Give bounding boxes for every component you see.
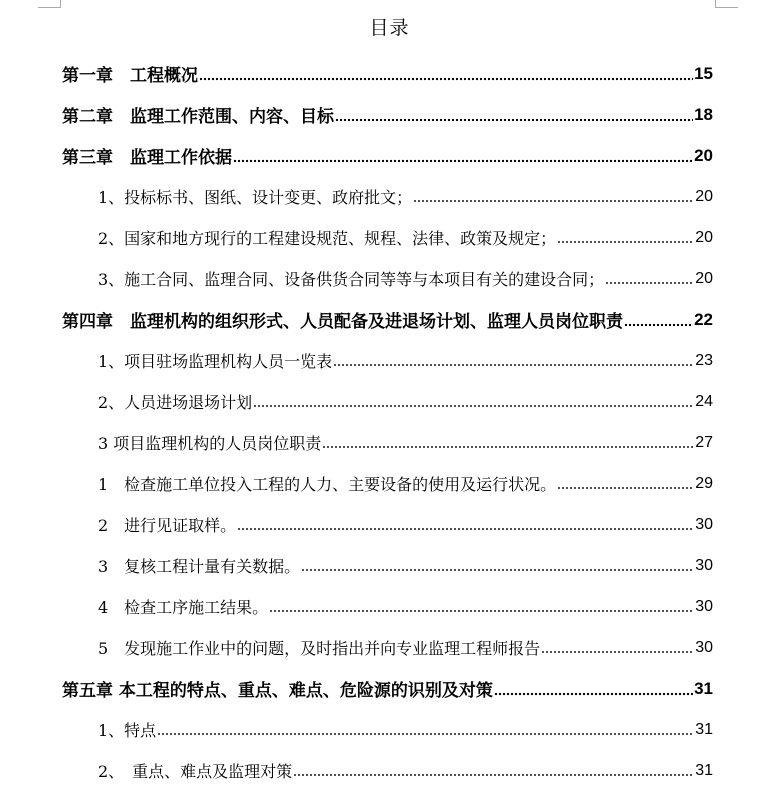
toc-entry-text: 第三章 监理工作依据 [62, 148, 232, 168]
toc-chapter-entry[interactable] [0, 135, 779, 176]
toc-page-number: 20 [694, 145, 713, 165]
toc-page-number: 15 [694, 63, 713, 83]
toc-entry-text: 2、 重点、难点及监理对策 [98, 762, 293, 781]
toc-page-number: 31 [695, 720, 713, 738]
toc-dot-leader [293, 761, 694, 780]
toc-dot-leader [322, 433, 694, 452]
toc-dot-leader [494, 678, 693, 698]
toc-section-entry[interactable] [0, 340, 779, 381]
toc-entry-text: 第一章 工程概况 [62, 66, 198, 86]
toc-dot-leader [301, 556, 694, 575]
toc-dot-leader [541, 638, 694, 657]
toc-dot-leader [413, 187, 694, 206]
toc-dot-leader [237, 515, 694, 534]
toc-entry-text: 1、特点 [98, 721, 157, 740]
toc-page-number: 20 [695, 228, 713, 246]
toc-page-number: 30 [695, 515, 713, 533]
toc-page-number: 30 [695, 556, 713, 574]
toc-page-number: 18 [694, 104, 713, 124]
toc-entry-text: 第四章 监理机构的组织形式、人员配备及进退场计划、监理人员岗位职责 [62, 312, 623, 332]
toc-entry-text: 4 检查工序施工结果。 [98, 598, 269, 617]
toc-dot-leader [335, 104, 693, 124]
toc-dot-leader [557, 228, 694, 247]
toc-entry-text: 2、人员进场退场计划 [98, 393, 253, 412]
toc-page-number: 20 [695, 187, 713, 205]
toc-chapter-entry[interactable] [0, 94, 779, 135]
toc-page-number: 31 [695, 761, 713, 779]
toc-chapter-entry[interactable] [0, 53, 779, 94]
toc-section-entry[interactable] [0, 504, 779, 545]
toc-entry-text: 3 复核工程计量有关数据。 [98, 557, 301, 576]
toc-entry-text: 3 项目监理机构的人员岗位职责 [98, 434, 322, 453]
toc-chapter-entry[interactable] [0, 299, 779, 340]
toc-page-number: 24 [695, 392, 713, 410]
toc-page-number: 29 [695, 474, 713, 492]
crop-mark-left [38, 0, 61, 8]
toc-dot-leader [157, 720, 694, 739]
toc-chapter-entry[interactable] [0, 668, 779, 709]
toc-dot-leader [624, 309, 693, 329]
toc-entry-text: 1、投标标书、图纸、设计变更、政府批文； [98, 188, 413, 207]
toc-dot-leader [557, 474, 694, 493]
toc-dot-leader [199, 63, 693, 83]
toc-entry-text: 2、国家和地方现行的工程建设规范、规程、法律、政策及规定； [98, 229, 557, 248]
toc-page-number: 27 [695, 433, 713, 451]
toc-page-number: 20 [695, 269, 713, 287]
toc-entry-text: 1、项目驻场监理机构人员一览表 [98, 352, 333, 371]
toc-dot-leader [253, 392, 694, 411]
toc-section-entry[interactable] [0, 709, 779, 750]
toc-section-entry[interactable] [0, 627, 779, 668]
toc-title: 目录 [369, 17, 410, 39]
toc-page-number: 30 [695, 597, 713, 615]
toc-entry-text: 1 检查施工单位投入工程的人力、主要设备的使用及运行状况。 [98, 475, 557, 494]
toc-entry-text: 5 发现施工作业中的问题，及时指出并向专业监理工程师报告 [98, 639, 541, 658]
toc-entry-text: 3、施工合同、监理合同、设备供货合同等等与本项目有关的建设合同； [98, 270, 605, 289]
toc-dot-leader [233, 145, 693, 165]
toc-entry-text: 2 进行见证取样。 [98, 516, 237, 535]
toc-page-number: 23 [695, 351, 713, 369]
crop-mark-right [715, 0, 738, 8]
toc-dot-leader [333, 351, 694, 370]
toc-section-entry[interactable] [0, 545, 779, 586]
toc-section-entry[interactable] [0, 422, 779, 463]
toc-section-entry[interactable] [0, 381, 779, 422]
table-of-contents [0, 53, 779, 791]
toc-page-number: 31 [694, 678, 713, 698]
toc-section-entry[interactable] [0, 176, 779, 217]
toc-page-number: 22 [694, 309, 713, 329]
toc-section-entry[interactable] [0, 463, 779, 504]
toc-section-entry[interactable] [0, 258, 779, 299]
toc-entry-text: 第二章 监理工作范围、内容、目标 [62, 107, 334, 127]
toc-section-entry[interactable] [0, 750, 779, 791]
toc-dot-leader [605, 269, 694, 288]
toc-dot-leader [269, 597, 694, 616]
toc-section-entry[interactable] [0, 217, 779, 258]
toc-page-number: 30 [695, 638, 713, 656]
toc-entry-text: 第五章 本工程的特点、重点、难点、危险源的识别及对策 [62, 681, 493, 701]
toc-section-entry[interactable] [0, 586, 779, 627]
